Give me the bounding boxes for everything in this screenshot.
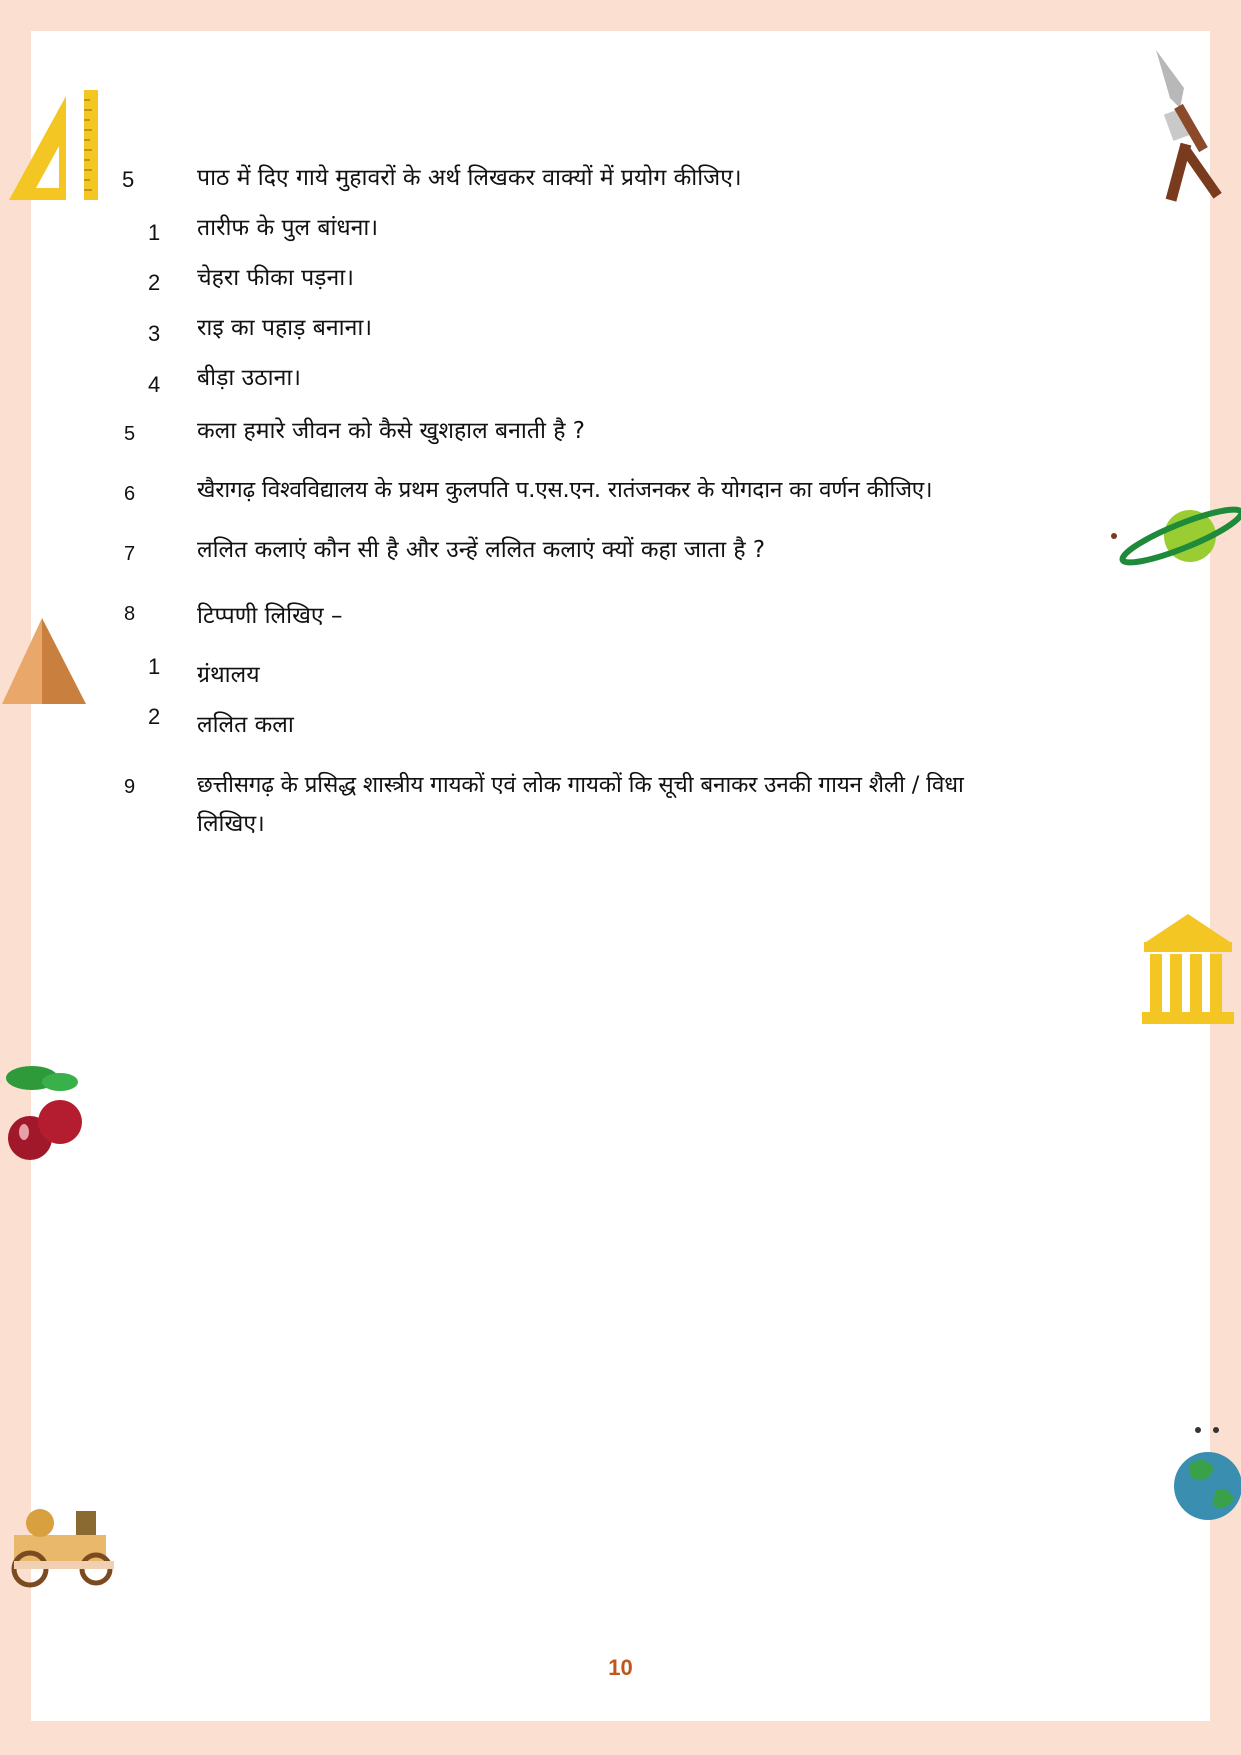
question-number: 5 xyxy=(124,423,136,445)
question-text-line2: लिखिए। xyxy=(197,811,265,837)
sub-item-number: 1 xyxy=(148,220,161,245)
sub-item-number: 2 xyxy=(148,704,161,729)
temple-icon xyxy=(1138,912,1238,1027)
cherries-icon xyxy=(2,1060,88,1170)
question-number: 5 xyxy=(122,167,135,192)
sub-item-number: 4 xyxy=(148,372,161,397)
question-text: कला हमारे जीवन को कैसे खुशहाल बनाती है ? xyxy=(197,418,586,444)
sub-item-text: राइ का पहाड़ बनाना। xyxy=(197,315,373,341)
page-number: 10 xyxy=(608,1655,633,1680)
sub-item-number: 3 xyxy=(148,321,161,346)
sub-item-text: तारीफ के पुल बांधना। xyxy=(197,215,379,241)
ruler-triangle-icon xyxy=(4,88,102,203)
sub-item-text: चेहरा फीका पड़ना। xyxy=(197,265,354,291)
question-number: 7 xyxy=(124,543,136,565)
question-number: 9 xyxy=(124,776,136,798)
question-text: टिप्पणी लिखिए – xyxy=(197,603,343,629)
sub-item-number: 1 xyxy=(148,654,161,679)
sub-item-text: ललित कला xyxy=(197,712,294,738)
cart-icon xyxy=(0,1505,125,1595)
globe-icon xyxy=(1170,1424,1241,1524)
question-text: पाठ में दिए गाये मुहावरों के अर्थ लिखकर वाक्यों में प्रयोग कीजिए। xyxy=(197,165,742,191)
question-text-line1: छत्तीसगढ़ के प्रसिद्ध शास्त्रीय गायकों एवं लोक गायकों कि सूची बनाकर उनकी गायन शैली / विधा xyxy=(197,772,964,798)
question-number: 6 xyxy=(124,483,136,505)
sub-item-text: ग्रंथालय xyxy=(197,662,260,688)
tools-icon xyxy=(1148,48,1240,203)
question-number: 8 xyxy=(124,603,136,625)
planet-icon xyxy=(1110,498,1241,570)
question-text: खैरागढ़ विश्वविद्यालय के प्रथम कुलपति प.एस.एन. रातंजनकर के योगदान का वर्णन कीजिए। xyxy=(197,477,933,503)
sub-item-text: बीड़ा उठाना। xyxy=(197,365,302,391)
pyramid-icon xyxy=(0,616,88,706)
sub-item-number: 2 xyxy=(148,270,161,295)
question-text: ललित कलाएं कौन सी है और उन्हें ललित कलाएं क्यों कहा जाता है ? xyxy=(197,537,766,563)
